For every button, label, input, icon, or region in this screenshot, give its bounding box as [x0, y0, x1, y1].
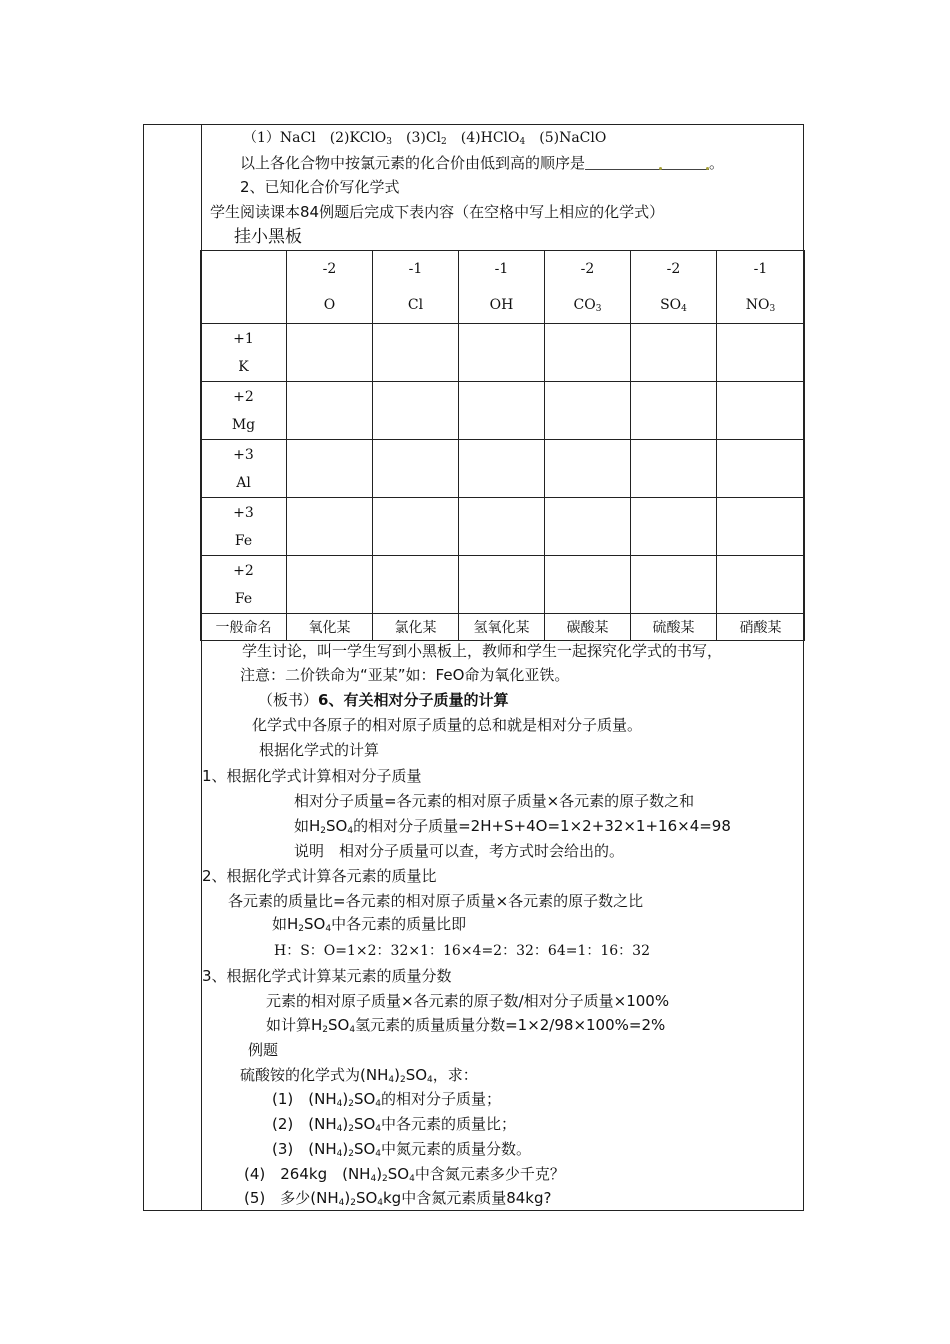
- question-4: (4) 264kg $(NH_4)_2SO_4$中含氮元素多少千克？: [244, 1165, 565, 1184]
- answer-cell[interactable]: [717, 556, 805, 614]
- answer-cell[interactable]: [459, 440, 545, 498]
- compounds-list: （1）NaCl (2)KClO$_3$ $(3)Cl_2$ (4)HClO$_4$ (5)NaClO: [243, 130, 607, 147]
- item-2-formula: 各元素的质量比=各元素的相对原子质量×各元素的原子数之比: [228, 892, 644, 910]
- item-3-example: 如计算$H_2SO_4$氢元素的质量质量分数=1×2/98×100%=2%: [266, 1016, 666, 1035]
- answer-cell[interactable]: [717, 440, 805, 498]
- question-2: (2) $(NH_4)_2SO_4$中各元素的质量比；: [272, 1115, 517, 1134]
- naming-row: [201, 614, 805, 641]
- item-3-title: 3、根据化学式计算某元素的质量分数: [202, 967, 452, 985]
- item-1-example: 如$H_2SO_4$的相对分子质量=2H+S+4O=1×2+32×1+16×4=98: [294, 817, 731, 836]
- answer-cell[interactable]: [373, 556, 459, 614]
- calc-title: 根据化学式的计算: [259, 741, 380, 759]
- general-name: 氧化某: [287, 614, 373, 641]
- answer-cell[interactable]: [545, 498, 631, 556]
- answer-cell[interactable]: [545, 556, 631, 614]
- answer-cell[interactable]: [287, 324, 373, 382]
- board-title: （板书）6、有关相对分子质量的计算: [258, 691, 509, 709]
- item-1-note: 说明 相对分子质量可以查，考方式时会给出的。: [294, 842, 625, 860]
- order-question: 以上各化合物中按氯元素的化合价由低到高的顺序是 。: [240, 154, 725, 172]
- general-name: 氢氧化某: [459, 614, 545, 641]
- general-name: 碳酸某: [545, 614, 631, 641]
- answer-cell[interactable]: [631, 382, 717, 440]
- anion-header: -1 OH: [459, 251, 545, 324]
- answer-cell[interactable]: [287, 382, 373, 440]
- anion-header: -1 Cl: [373, 251, 459, 324]
- table-row: [201, 498, 805, 556]
- answer-cell[interactable]: [373, 382, 459, 440]
- example-intro: 硫酸铵的化学式为$(NH_4)_2SO_4$，求：: [240, 1066, 478, 1085]
- formula-table: [200, 250, 805, 641]
- item-1-title: 1、根据化学式计算相对分子质量: [202, 767, 422, 785]
- item-1-formula: 相对分子质量=各元素的相对原子质量×各元素的原子数之和: [294, 792, 695, 810]
- anion-header: -2 O: [287, 251, 373, 324]
- answer-cell[interactable]: [545, 382, 631, 440]
- item-3-formula: 元素的相对原子质量×各元素的原子数/相对分子质量×100%: [266, 992, 670, 1010]
- anion-header: -2 $CO_3$: [545, 251, 631, 324]
- answer-cell[interactable]: [459, 498, 545, 556]
- answer-cell[interactable]: [631, 324, 717, 382]
- answer-cell[interactable]: [545, 324, 631, 382]
- table-header-row: [201, 251, 805, 324]
- naming-label: 一般命名: [201, 614, 287, 641]
- cation-label: +2 Mg: [201, 382, 287, 440]
- cation-label: +2 Fe: [201, 556, 287, 614]
- section-2-title: 2、已知化合价写化学式: [240, 178, 400, 196]
- table-row: [201, 382, 805, 440]
- table-row: [201, 324, 805, 382]
- table-row: [201, 556, 805, 614]
- answer-cell[interactable]: [631, 556, 717, 614]
- blackboard-label: 挂小黑板: [234, 227, 302, 247]
- question-5: (5) 多少$(NH_4)_2SO_4kg$中含氮元素质量84kg?: [244, 1189, 552, 1208]
- cation-label: +3 Fe: [201, 498, 287, 556]
- answer-cell[interactable]: [459, 324, 545, 382]
- reading-instruction: 学生阅读课本84例题后完成下表内容（在空格中写上相应的化学式）: [210, 203, 665, 221]
- answer-cell[interactable]: [373, 498, 459, 556]
- definition-text: 化学式中各原子的相对原子质量的总和就是相对分子质量。: [252, 716, 643, 734]
- answer-cell[interactable]: [545, 440, 631, 498]
- example-label: 例题: [248, 1041, 279, 1059]
- note-text: 注意：二价铁命为“亚某”如：FeO命为氧化亚铁。: [240, 666, 570, 684]
- answer-cell[interactable]: [287, 556, 373, 614]
- question-3: (3) $(NH_4)_2SO_4$中氮元素的质量分数。: [272, 1140, 532, 1159]
- answer-cell[interactable]: [717, 382, 805, 440]
- table-row: [201, 440, 805, 498]
- answer-cell[interactable]: [631, 498, 717, 556]
- answer-cell[interactable]: [373, 440, 459, 498]
- anion-header: -2 $SO_4$: [631, 251, 717, 324]
- answer-cell[interactable]: [717, 498, 805, 556]
- question-1: (1) $(NH_4)_2SO_4$的相对分子质量；: [272, 1090, 502, 1109]
- answer-cell[interactable]: [459, 556, 545, 614]
- cation-label: +1 K: [201, 324, 287, 382]
- answer-cell[interactable]: [459, 382, 545, 440]
- answer-cell[interactable]: [373, 324, 459, 382]
- general-name: 硝酸某: [717, 614, 805, 641]
- answer-cell[interactable]: [631, 440, 717, 498]
- answer-blank[interactable]: [585, 155, 709, 170]
- item-2-ratio: H：S：O=1×2：32×1：16×4=2：32：64=1：16：32: [274, 943, 650, 959]
- corner-cell: [201, 251, 287, 324]
- general-name: 氯化某: [373, 614, 459, 641]
- discussion-text: 学生讨论，叫一学生写到小黑板上，教师和学生一起探究化学式的书写，: [242, 642, 723, 660]
- answer-cell[interactable]: [717, 324, 805, 382]
- item-2-title: 2、根据化学式计算各元素的质量比: [202, 867, 437, 885]
- answer-cell[interactable]: [287, 498, 373, 556]
- item-2-example: 如$H_2SO_4$中各元素的质量比即: [272, 915, 467, 934]
- cation-label: +3 Al: [201, 440, 287, 498]
- anion-header: -1 $NO_3$: [717, 251, 805, 324]
- answer-cell[interactable]: [287, 440, 373, 498]
- general-name: 硫酸某: [631, 614, 717, 641]
